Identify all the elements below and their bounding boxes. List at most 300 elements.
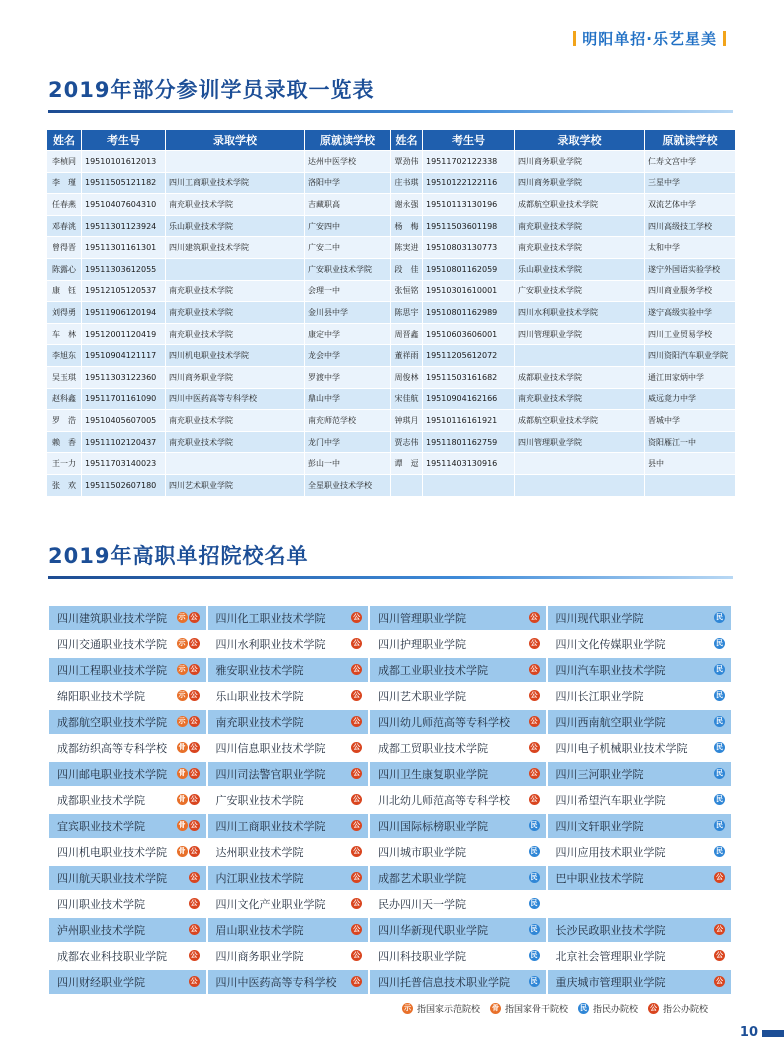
school-name: 眉山职业技术学院	[215, 924, 304, 937]
school-type-marks	[177, 846, 200, 857]
school-type-badge-icon: 公	[190, 951, 198, 959]
table-cell: 覃劲伟	[391, 151, 423, 173]
school-cell	[370, 606, 545, 630]
table-cell: 陈実进	[391, 237, 423, 259]
table-cell: 宋佳航	[391, 388, 423, 410]
table-cell: 19510405607005	[82, 410, 166, 432]
legend-badge-icon: 公	[649, 1004, 657, 1012]
school-type-marks	[351, 872, 362, 883]
table-cell	[645, 474, 736, 496]
school-cell	[370, 632, 545, 656]
table-cell: 县中	[645, 453, 736, 475]
school-type-badge-icon: 公	[716, 873, 723, 881]
table-cell	[391, 474, 423, 496]
table-row	[47, 194, 736, 216]
school-name: 民办四川天一学院	[378, 898, 467, 911]
school-name: 成都航空职业技术学院	[57, 716, 167, 729]
school-name: 四川护理职业学院	[378, 638, 467, 651]
school-type-badge-icon: 公	[353, 899, 361, 907]
table-cell: 达州中医学校	[305, 151, 391, 173]
school-type-badge-icon: 公	[716, 977, 723, 985]
table-cell: 陈露心	[47, 258, 82, 280]
school-name: 四川国际标榜职业学院	[378, 820, 489, 833]
school-name: 达州职业技术学院	[215, 846, 304, 859]
school-type-badge-icon: 民	[530, 951, 538, 959]
school-cell	[370, 658, 545, 682]
school-type-marks	[714, 664, 725, 675]
school-type-badge-icon: 公	[190, 665, 198, 673]
school-cell	[208, 892, 369, 916]
table-cell: 南充职业技术学院	[515, 215, 645, 237]
school-cell	[208, 632, 369, 656]
school-cell	[548, 658, 731, 682]
table-cell: 鼎山中学	[305, 388, 391, 410]
school-name: 四川华新现代职业学院	[378, 924, 489, 937]
school-type-marks	[189, 924, 200, 935]
table-cell: 四川建筑职业技术学院	[166, 237, 305, 259]
table-cell: 吉藏职高	[305, 194, 391, 216]
table-cell: 遂宁外国语实验学校	[645, 258, 736, 280]
school-cell	[548, 788, 731, 812]
school-type-marks	[351, 976, 362, 987]
school-row	[48, 735, 732, 761]
school-name: 四川城市职业学院	[378, 846, 467, 859]
school-type-marks	[529, 950, 540, 961]
school-type-badge-icon: 示	[178, 717, 186, 725]
school-cell	[370, 684, 545, 708]
table-row	[47, 388, 736, 410]
table-cell: 金川县中学	[305, 302, 391, 324]
table-header-cell: 考生号	[82, 130, 166, 151]
school-type-badge-icon: 公	[353, 717, 361, 725]
school-name: 成都农业科技职业学院	[57, 950, 167, 963]
school-cell	[370, 944, 545, 968]
school-type-badge-icon: 公	[190, 769, 198, 777]
table-cell: 谭 逗	[391, 453, 423, 475]
school-type-marks	[177, 820, 200, 831]
table-cell: 杨 梅	[391, 215, 423, 237]
school-row	[48, 917, 732, 943]
table-cell: 乐山职业技术学院	[515, 258, 645, 280]
school-type-badge-icon: 公	[353, 665, 361, 673]
table-cell: 19510803130773	[423, 237, 515, 259]
table-cell: 彭山一中	[305, 453, 391, 475]
table-cell: 钟琪月	[391, 410, 423, 432]
table-cell: 龙会中学	[305, 345, 391, 367]
school-row	[48, 761, 732, 787]
school-cell	[370, 788, 545, 812]
school-cell	[548, 892, 731, 916]
school-type-badge-icon: 公	[190, 925, 198, 933]
school-type-marks	[189, 872, 200, 883]
table-header-cell: 录取学校	[166, 130, 305, 151]
school-type-badge-icon: 公	[353, 951, 361, 959]
table-cell: 曾得晋	[47, 237, 82, 259]
table-header-cell: 原就读学校	[305, 130, 391, 151]
school-name: 四川司法警官职业学院	[215, 768, 326, 781]
school-name: 川北幼儿师范高等专科学校	[378, 794, 511, 807]
school-name: 四川现代职业学院	[555, 612, 644, 625]
table-cell: 吴玉琪	[47, 366, 82, 388]
school-row	[48, 605, 732, 631]
table-cell: 广安职业技术学院	[515, 280, 645, 302]
table-header-row	[47, 130, 736, 151]
school-type-badge-icon: 骨	[178, 769, 186, 777]
school-name: 成都艺术职业学院	[378, 872, 467, 885]
school-cell	[49, 736, 206, 760]
school-type-badge-icon: 民	[716, 847, 723, 855]
school-type-marks	[351, 638, 362, 649]
school-cell	[208, 814, 369, 838]
school-name: 成都职业技术学院	[57, 794, 145, 807]
admission-table	[46, 129, 736, 497]
school-type-marks	[529, 976, 540, 987]
school-cell	[208, 710, 369, 734]
school-row	[48, 969, 732, 995]
table-row	[47, 302, 736, 324]
school-type-badge-icon: 公	[353, 795, 361, 803]
table-row	[47, 453, 736, 475]
table-cell: 四川工业贸易学校	[645, 323, 736, 345]
table-cell: 双流艺体中学	[645, 194, 736, 216]
table-cell: 遂宁高级实验中学	[645, 302, 736, 324]
school-type-badge-icon: 民	[716, 691, 723, 699]
table-cell: 邓春洮	[47, 215, 82, 237]
school-type-badge-icon: 示	[178, 665, 186, 673]
table-cell: 周晋鑫	[391, 323, 423, 345]
school-cell	[548, 944, 731, 968]
schools-grid	[48, 605, 732, 995]
school-type-marks	[714, 742, 725, 753]
table-body	[47, 151, 736, 497]
school-row	[48, 943, 732, 969]
schools-list-title: 2019年高职单招院校名单	[48, 544, 309, 568]
school-type-marks	[351, 820, 362, 831]
school-cell	[208, 684, 369, 708]
school-cell	[49, 866, 206, 890]
school-type-marks	[177, 690, 200, 701]
legend-label: 指国家骨干院校	[504, 1005, 568, 1015]
school-cell	[370, 814, 545, 838]
school-type-marks	[351, 794, 362, 805]
school-cell	[548, 814, 731, 838]
school-type-marks	[714, 924, 725, 935]
school-cell	[208, 866, 369, 890]
table-cell: 张恒铭	[391, 280, 423, 302]
school-cell	[49, 788, 206, 812]
school-name: 绵阳职业技术学院	[57, 690, 145, 703]
table-cell: 通江田家炳中学	[645, 366, 736, 388]
school-cell	[49, 632, 206, 656]
school-name: 四川文轩职业学院	[555, 820, 644, 833]
school-type-badge-icon: 公	[530, 769, 538, 777]
school-type-badge-icon: 民	[716, 613, 723, 621]
school-cell	[370, 866, 545, 890]
table-cell: 19510113130196	[423, 194, 515, 216]
table-cell: 南充职业技术学院	[166, 280, 305, 302]
school-type-badge-icon: 公	[190, 639, 198, 647]
table-cell: 成都职业技术学院	[515, 366, 645, 388]
school-type-marks	[177, 716, 200, 727]
table-cell: 四川商务职业学院	[515, 172, 645, 194]
table-cell: 南充职业技术学院	[166, 431, 305, 453]
school-cell	[208, 788, 369, 812]
legend-badge-icon: 骨	[491, 1004, 499, 1012]
table-cell	[166, 151, 305, 173]
school-type-badge-icon: 民	[716, 743, 723, 751]
table-row	[47, 258, 736, 280]
school-type-marks	[529, 742, 540, 753]
school-cell	[49, 606, 206, 630]
table-cell: 19511503161682	[423, 366, 515, 388]
school-name: 四川电子机械职业技术学院	[555, 742, 688, 755]
school-cell	[370, 736, 545, 760]
table-cell: 成都航空职业技术学院	[515, 410, 645, 432]
school-type-badge-icon: 公	[530, 717, 538, 725]
school-type-badge-icon: 公	[353, 873, 361, 881]
table-cell: 19511403130916	[423, 453, 515, 475]
school-type-marks	[714, 846, 725, 857]
school-cell	[208, 658, 369, 682]
table-cell: 谢永强	[391, 194, 423, 216]
school-type-badge-icon: 民	[716, 639, 723, 647]
table-cell: 庄书琪	[391, 172, 423, 194]
table-cell: 19511801162759	[423, 431, 515, 453]
school-type-marks	[529, 664, 540, 675]
table-cell: 南充职业技术学院	[166, 410, 305, 432]
school-row	[48, 891, 732, 917]
table-cell: 19510116161921	[423, 410, 515, 432]
school-type-badge-icon: 公	[353, 925, 361, 933]
school-type-marks	[529, 794, 540, 805]
school-type-badge-icon: 骨	[178, 795, 186, 803]
table-cell: 四川高级技工学校	[645, 215, 736, 237]
school-name: 巴中职业技术学院	[555, 872, 644, 885]
school-type-badge-icon: 公	[190, 899, 198, 907]
school-type-marks	[529, 716, 540, 727]
school-cell	[370, 970, 545, 994]
school-type-marks	[714, 794, 725, 805]
school-type-marks	[351, 950, 362, 961]
table-cell	[423, 474, 515, 496]
school-name: 四川托普信息技术职业学院	[378, 976, 511, 989]
school-row	[48, 657, 732, 683]
school-cell	[208, 970, 369, 994]
table-row	[47, 280, 736, 302]
table-cell: 任春燕	[47, 194, 82, 216]
school-cell	[548, 606, 731, 630]
table-cell: 乐山职业技术学院	[166, 215, 305, 237]
school-type-marks	[714, 976, 725, 987]
school-type-marks	[177, 768, 200, 779]
table-header-cell: 姓名	[47, 130, 82, 151]
school-type-badge-icon: 民	[530, 821, 538, 829]
table-row	[47, 431, 736, 453]
table-cell: 19511102120437	[82, 431, 166, 453]
school-name: 四川艺术职业学院	[378, 690, 467, 703]
legend-badge-icon: 民	[579, 1004, 587, 1012]
school-type-badge-icon: 民	[530, 925, 538, 933]
school-type-marks	[351, 690, 362, 701]
school-cell	[548, 918, 731, 942]
table-cell: 车 林	[47, 323, 82, 345]
school-type-marks	[351, 924, 362, 935]
table-cell: 南充职业技术学院	[166, 302, 305, 324]
school-row	[48, 787, 732, 813]
table-cell: 19510801162989	[423, 302, 515, 324]
table-cell: 四川中医药高等专科学校	[166, 388, 305, 410]
school-row	[48, 813, 732, 839]
school-name: 成都纺织高等专科学校	[57, 742, 167, 755]
school-cell	[548, 840, 731, 864]
school-type-badge-icon: 公	[190, 613, 198, 621]
school-type-marks	[351, 846, 362, 857]
school-type-badge-icon: 公	[530, 613, 538, 621]
table-cell: 洛阳中学	[305, 172, 391, 194]
school-type-marks	[714, 820, 725, 831]
table-cell: 李 瑾	[47, 172, 82, 194]
school-type-marks	[189, 950, 200, 961]
school-cell	[208, 606, 369, 630]
table-row	[47, 474, 736, 496]
table-cell: 龙门中学	[305, 431, 391, 453]
school-type-marks	[351, 612, 362, 623]
school-name: 四川水利职业技术学院	[215, 638, 326, 651]
school-type-marks	[714, 612, 725, 623]
school-name: 南充职业技术学院	[215, 716, 304, 729]
school-type-badge-icon: 公	[353, 613, 361, 621]
school-name: 宜宾职业技术学院	[57, 820, 145, 833]
table-cell: 三星中学	[645, 172, 736, 194]
school-row	[48, 683, 732, 709]
school-cell	[208, 736, 369, 760]
table-cell: 四川商务职业学院	[166, 366, 305, 388]
school-name: 四川文化产业职业学院	[215, 898, 326, 911]
school-cell	[49, 918, 206, 942]
table-cell: 19511701161090	[82, 388, 166, 410]
school-cell	[548, 684, 731, 708]
school-type-badge-icon: 公	[190, 717, 198, 725]
school-type-marks	[177, 664, 200, 675]
school-name: 四川三河职业学院	[555, 768, 644, 781]
school-type-badge-icon: 示	[178, 691, 186, 699]
school-cell	[49, 814, 206, 838]
table-cell	[166, 258, 305, 280]
school-type-badge-icon: 公	[190, 847, 198, 855]
table-cell: 19510407604310	[82, 194, 166, 216]
school-name: 四川交通职业技术学院	[57, 638, 167, 651]
school-row	[48, 839, 732, 865]
school-type-badge-icon: 民	[716, 665, 723, 673]
table-cell: 会理一中	[305, 280, 391, 302]
table-cell: 四川机电职业技术学院	[166, 345, 305, 367]
brand-bar-left	[573, 31, 576, 46]
table-cell: 19510122122116	[423, 172, 515, 194]
table-cell: 19511703140023	[82, 453, 166, 475]
school-cell	[370, 840, 545, 864]
table-cell: 成都航空职业技术学院	[515, 194, 645, 216]
school-type-marks	[177, 638, 200, 649]
school-type-marks	[714, 768, 725, 779]
school-type-marks	[351, 664, 362, 675]
school-type-marks	[177, 742, 200, 753]
school-name: 四川幼儿师范高等专科学校	[378, 716, 511, 729]
school-name: 四川希望汽车职业学院	[555, 794, 666, 807]
table-header-cell: 原就读学校	[645, 130, 736, 151]
table-cell: 陈思宇	[391, 302, 423, 324]
school-type-badge-icon: 公	[353, 821, 361, 829]
school-name: 四川卫生康复职业学院	[378, 768, 489, 781]
table-cell: 广安职业技术学院	[305, 258, 391, 280]
school-type-badge-icon: 公	[353, 847, 361, 855]
school-name: 长沙民政职业技术学院	[555, 924, 666, 937]
brand-text: 明阳单招·乐艺星美	[582, 30, 717, 48]
school-type-badge-icon: 公	[353, 743, 361, 751]
school-name: 四川科技职业学院	[378, 950, 467, 963]
table-cell: 康定中学	[305, 323, 391, 345]
school-type-badge-icon: 民	[716, 821, 723, 829]
table-cell: 周俊林	[391, 366, 423, 388]
table-row	[47, 215, 736, 237]
school-name: 四川机电职业技术学院	[57, 846, 167, 859]
school-name: 北京社会管理职业学院	[555, 950, 666, 963]
table-cell: 李楨同	[47, 151, 82, 173]
table-cell: 四川商务职业学院	[515, 151, 645, 173]
school-cell	[49, 710, 206, 734]
table-cell: 董祥雨	[391, 345, 423, 367]
school-type-badge-icon: 民	[530, 899, 538, 907]
page-number-bar	[762, 1030, 784, 1037]
table-cell	[515, 453, 645, 475]
school-type-badge-icon: 公	[190, 821, 198, 829]
school-type-badge-icon: 公	[530, 743, 538, 751]
table-row	[47, 410, 736, 432]
table-cell: 广安二中	[305, 237, 391, 259]
school-cell	[49, 840, 206, 864]
school-type-badge-icon: 民	[530, 873, 538, 881]
table-cell: 太和中学	[645, 237, 736, 259]
school-type-badge-icon: 示	[178, 613, 186, 621]
school-type-marks	[529, 612, 540, 623]
school-name: 内江职业技术学院	[215, 872, 304, 885]
school-cell	[208, 762, 369, 786]
school-cell	[370, 918, 545, 942]
table-cell	[515, 345, 645, 367]
table-cell: 威远竟力中学	[645, 388, 736, 410]
table-cell: 南充职业技术学院	[515, 237, 645, 259]
table-cell: 19511303122360	[82, 366, 166, 388]
school-type-marks	[351, 716, 362, 727]
school-type-marks	[714, 716, 725, 727]
school-type-badge-icon: 公	[716, 925, 723, 933]
school-name: 四川文化传媒职业学院	[555, 638, 666, 651]
table-cell: 南充职业技术学院	[515, 388, 645, 410]
school-cell	[548, 632, 731, 656]
table-cell: 仁寿文宫中学	[645, 151, 736, 173]
table-cell: 段 佳	[391, 258, 423, 280]
school-type-marks	[189, 898, 200, 909]
school-row	[48, 631, 732, 657]
school-type-marks	[529, 768, 540, 779]
table-row	[47, 366, 736, 388]
school-type-marks	[529, 924, 540, 935]
table-cell: 19511505121182	[82, 172, 166, 194]
table-cell: 19510904162166	[423, 388, 515, 410]
table-cell: 四川工商职业技术学院	[166, 172, 305, 194]
table-cell: 张 欢	[47, 474, 82, 496]
school-type-badge-icon: 公	[716, 951, 723, 959]
school-type-badge-icon: 公	[190, 977, 198, 985]
